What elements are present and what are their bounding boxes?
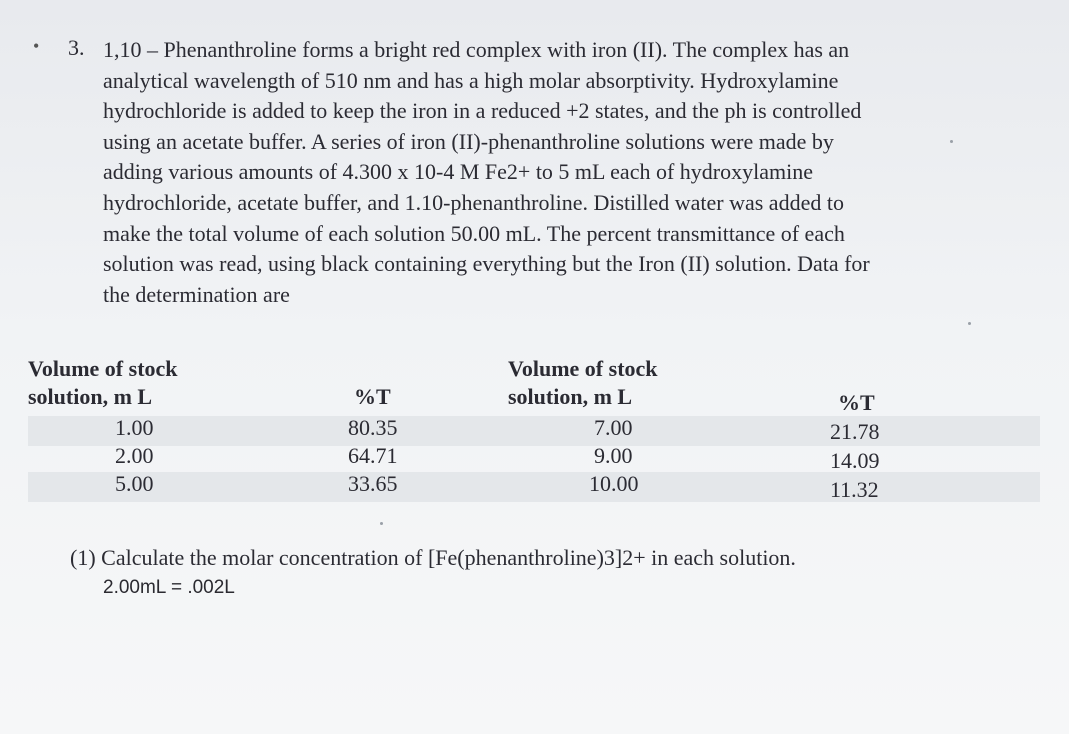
table-cell-volume: 9.00 bbox=[594, 443, 633, 468]
left-volume-header-line2: solution, m L bbox=[28, 384, 153, 409]
table-cell-percent: 21.78 bbox=[830, 419, 880, 444]
right-volume-header-line1: Volume of stock bbox=[508, 356, 658, 381]
table-cell-percent: 64.71 bbox=[348, 443, 398, 468]
question-number: 3. bbox=[68, 35, 85, 60]
table-cell-percent: 14.09 bbox=[830, 448, 880, 473]
question-line: make the total volume of each solution 50.00 mL. The percent transmittance of each bbox=[103, 220, 845, 246]
subquestion-text: (1) Calculate the molar concentration of [Fe(phenanthroline)3]2+ in each solution. bbox=[70, 545, 796, 570]
table-cell-volume: 7.00 bbox=[594, 415, 633, 440]
question-line: adding various amounts of 4.300 x 10-4 M Fe2+ to 5 mL each of hydroxylamine bbox=[103, 159, 813, 185]
question-line: hydrochloride is added to keep the iron in a reduced +2 states, and the ph is controlled bbox=[103, 98, 862, 124]
left-percent-header: %T bbox=[354, 384, 391, 409]
table-cell-volume: 2.00 bbox=[115, 443, 154, 468]
table-row-band bbox=[28, 472, 1040, 502]
question-line: 1,10 – Phenanthroline forms a bright red complex with iron (II). The complex has an bbox=[103, 37, 850, 62]
right-volume-header-line2: solution, m L bbox=[508, 384, 633, 409]
left-volume-header-line1: Volume of stock bbox=[28, 356, 178, 381]
question-line: hydrochloride, acetate buffer, and 1.10-phenanthroline. Distilled water was added to bbox=[103, 189, 844, 215]
bullet-dot: • bbox=[33, 36, 40, 56]
table-cell-percent: 11.32 bbox=[830, 477, 879, 502]
table-row-band bbox=[28, 416, 1040, 446]
question-line: analytical wavelength of 510 nm and has a high molar absorptivity. Hydroxylamine bbox=[103, 67, 839, 93]
table-cell-volume: 1.00 bbox=[115, 415, 154, 440]
table-cell-volume: 5.00 bbox=[115, 471, 154, 496]
table-cell-percent: 80.35 bbox=[348, 415, 398, 440]
question-line: the determination are bbox=[103, 281, 290, 307]
right-percent-header: %T bbox=[838, 390, 875, 415]
table-cell-percent: 33.65 bbox=[348, 471, 398, 496]
dust-speck bbox=[950, 140, 953, 143]
question-text bbox=[103, 35, 973, 310]
dust-speck bbox=[968, 322, 971, 325]
answer-text: 2.00mL = .002L bbox=[103, 577, 235, 598]
dust-speck bbox=[380, 522, 383, 525]
data-table bbox=[28, 354, 1040, 504]
table-cell-volume: 10.00 bbox=[589, 471, 639, 496]
question-line: using an acetate buffer. A series of iron (II)-phenanthroline solutions were made by bbox=[103, 128, 834, 154]
question-line: solution was read, using black containing everything but the Iron (II) solution. Data for bbox=[103, 251, 870, 277]
